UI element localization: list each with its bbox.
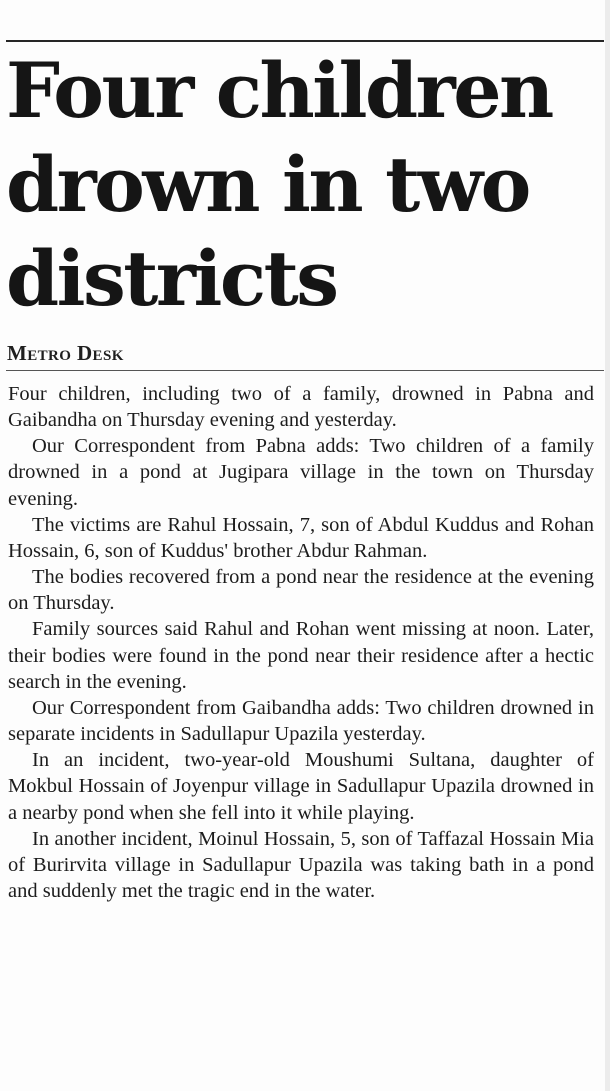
headline (6, 44, 606, 326)
article-body (8, 381, 594, 904)
article-paragraph: In an incident, two-year-old Moushumi Sultana, daughter of Mokbul Hossain of Joyenpur village in Sadullapur Upazila drowned in a nearby pond when she fell into it while playing. (8, 749, 594, 824)
article-paragraph: Family sources said Rahul and Rohan went missing at noon. Later, their bodies were found in the pond near their residence after a hectic search in the evening. (8, 618, 594, 693)
byline: Metro Desk (7, 341, 124, 365)
article-paragraph: Our Correspondent from Gaibandha adds: Two children drowned in separate incidents in Sadullapur Upazila yesterday. (8, 696, 594, 746)
headline-line: drown in two (6, 140, 529, 229)
article-paragraph: Four children, including two of a family, drowned in Pabna and Gaibandha on Thursday evening and yesterday. (8, 383, 594, 432)
headline-line: districts (6, 234, 337, 323)
article-paragraph: The bodies recovered from a pond near the residence at the evening on Thursday. (8, 566, 594, 615)
top-rule (6, 40, 604, 42)
article-paragraph: The victims are Rahul Hossain, 7, son of Abdul Kuddus and Rohan Hossain, 6, son of Kuddus' brother Abdur Rahman. (8, 513, 594, 562)
article-paragraph: Our Correspondent from Pabna adds: Two children of a family drowned in a pond at Jugipara village in the town on Thursday evening. (8, 435, 594, 510)
headline-line: Four children (6, 46, 552, 135)
article-paragraph: In another incident, Moinul Hossain, 5, son of Taffazal Hossain Mia of Burirvita village in Sadullapur Upazila was taking bath in a pond and suddenly met the tragic end in the water. (8, 827, 594, 902)
byline-rule (6, 370, 604, 371)
